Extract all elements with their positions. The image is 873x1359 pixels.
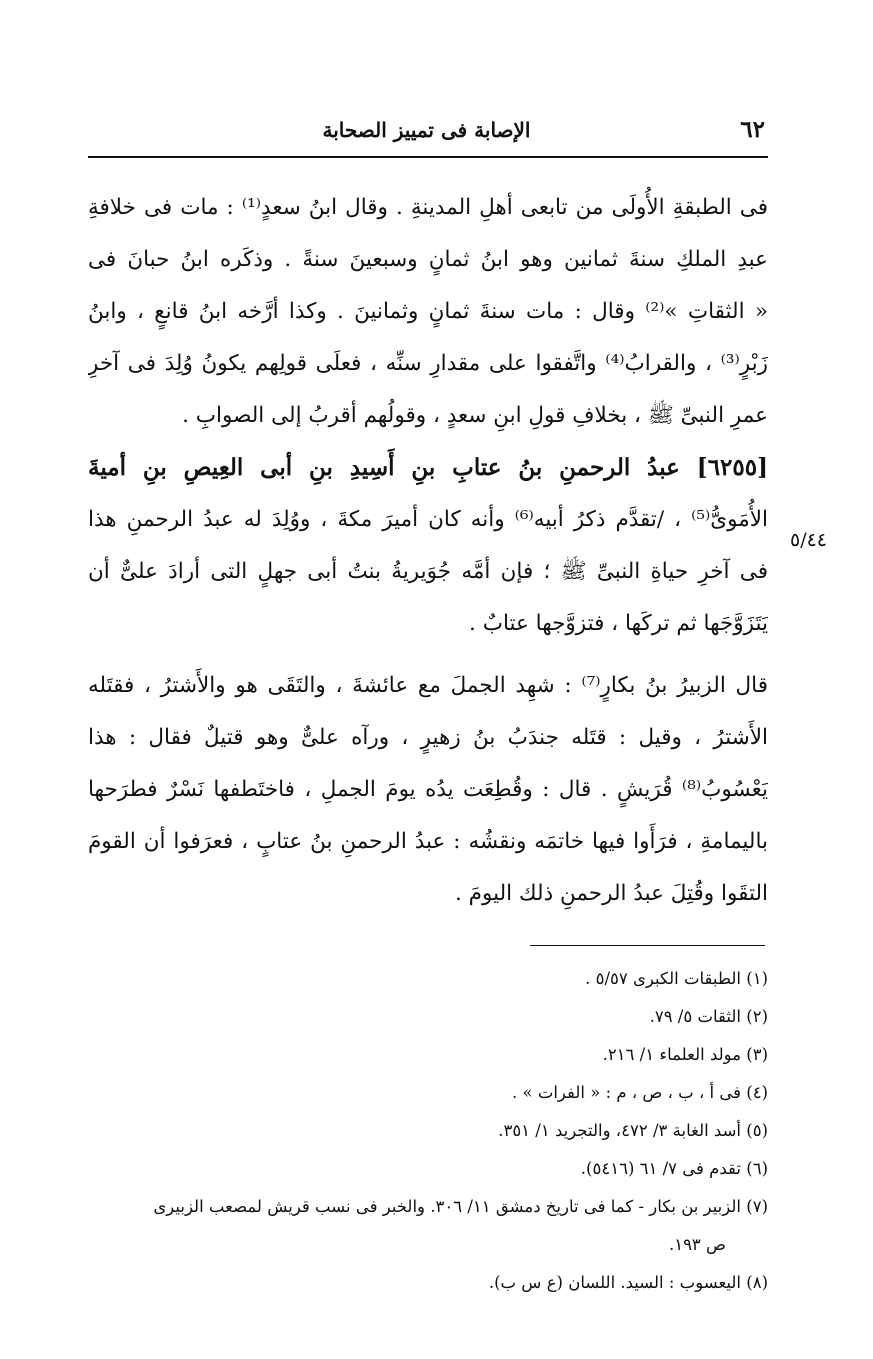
text-line: « الثقاتِ »⁽²⁾ وقال : مات سنةَ ثمانٍ وثمانينَ . وكذا أرَّخه ابنُ قانعٍ ، وابنُ [88,299,768,324]
text-line: فى الطبقةِ الأُولَى من تابعى أهلِ المدينةِ . وقال ابنُ سعدٍ⁽¹⁾ : مات فى خلافةِ [88,195,768,220]
footnote: (١) الطبقات الكبرى ٥/٥٧ . [585,969,768,988]
footnotes [88,960,768,1302]
footnote: (٢) الثقات ٥/ ٧٩. [649,1007,768,1026]
text-line: قال الزبيرُ بنُ بكارٍ⁽⁷⁾ : شهِد الجملَ مع عائشةَ ، والتَقَى هو والأَشترُ ، فقتَله [88,673,768,698]
entry-heading: [٦٢٥٥] عبدُ الرحمنِ بنُ عتابِ بنِ أَسِيدِ بنِ أبى العِيصِ بنِ أميةَ [88,454,768,481]
text-line: التقَوا وقُتِلَ عبدُ الرحمنِ ذلك اليومَ . [455,881,768,906]
footnote: (٥) أسد الغابة ٣/ ٤٧٢، والتجريد ١/ ٣٥١. [498,1121,768,1140]
running-title: الإصابة فى تمييز الصحابة [322,118,531,142]
paragraph-gap [88,650,768,660]
footnote: (٣) مولد العلماء ١/ ٢١٦. [602,1045,768,1064]
footnote-rule [530,945,765,946]
footnote: (٦) تقدم فى ٧/ ٦١ (٥٤١٦). [580,1159,768,1178]
text-line: الأُمَوىُّ⁽⁵⁾ ، /تقدَّم ذكرُ أبيه⁽⁶⁾ وأنه كان أميرَ مكةَ ، ووُلِدَ له عبدُ الرحمنِ هذا [88,507,768,532]
footnote: (٨) اليعسوب : السيد. اللسان (ع س ب). [488,1273,768,1292]
footnote: (٧) الزبير بن بكار - كما فى تاريخ دمشق ١١/ ٣٠٦. والخبر فى نسب قريش لمصعب الزبيرى [153,1197,768,1216]
body-text [88,182,768,920]
text-line: يَتَزَوَّجَها ثم تركَها ، فتزوَّجها عتابٌ . [469,611,768,636]
text-line: فى آخرِ حياةِ النبىِّ ﷺ ؛ فإن أمَّه جُوَيريةُ بنتُ أبى جهلٍ التى أرادَ علىٌّ أن [88,559,768,584]
footnote: (٤) فى أ ، ب ، ص ، م : « الفرات » . [511,1083,768,1102]
text-line: زَبْرٍ⁽³⁾ ، والقرابُ⁽⁴⁾ واتَّفقوا على مقدارِ سنِّه ، فعلَى قولِهم يكونُ وُلِدَ فى آخرِ [88,351,768,376]
text-line: يَعْسُوبُ⁽⁸⁾ قُرَيشٍ . قال : وقُطِعَت يدُه يومَ الجملِ ، فاختَطفها نَسْرٌ فطرَحها [88,777,768,802]
text-line: باليمامةِ ، فرَأَوا فيها خاتمَه ونقشُه : عبدُ الرحمنِ بنُ عتابٍ ، فعرَفوا أن القومَ [88,829,768,854]
text-line: الأَشترُ ، وقيل : قتَله جندَبُ بنُ زهيرٍ ، ورآه علىٌّ وهو قتيلٌ فقال : هذا [88,725,768,750]
footnote-continuation: ص ١٩٣. [668,1235,726,1254]
text-line: عبدِ الملكِ سنةَ ثمانين وهو ابنُ ثمانٍ وسبعينَ سنةً . وذكَره ابنُ حبانَ فى [88,247,768,272]
page-header [88,112,765,152]
margin-volume-page-ref: ٥/٤٤ [790,529,828,551]
page-number: ٦٢ [740,116,765,143]
header-rule [88,156,768,158]
text-line: عمرِ النبىِّ ﷺ ، بخلافِ قولِ ابنِ سعدٍ ، وقولُهم أقربُ إلى الصوابِ . [182,403,768,428]
